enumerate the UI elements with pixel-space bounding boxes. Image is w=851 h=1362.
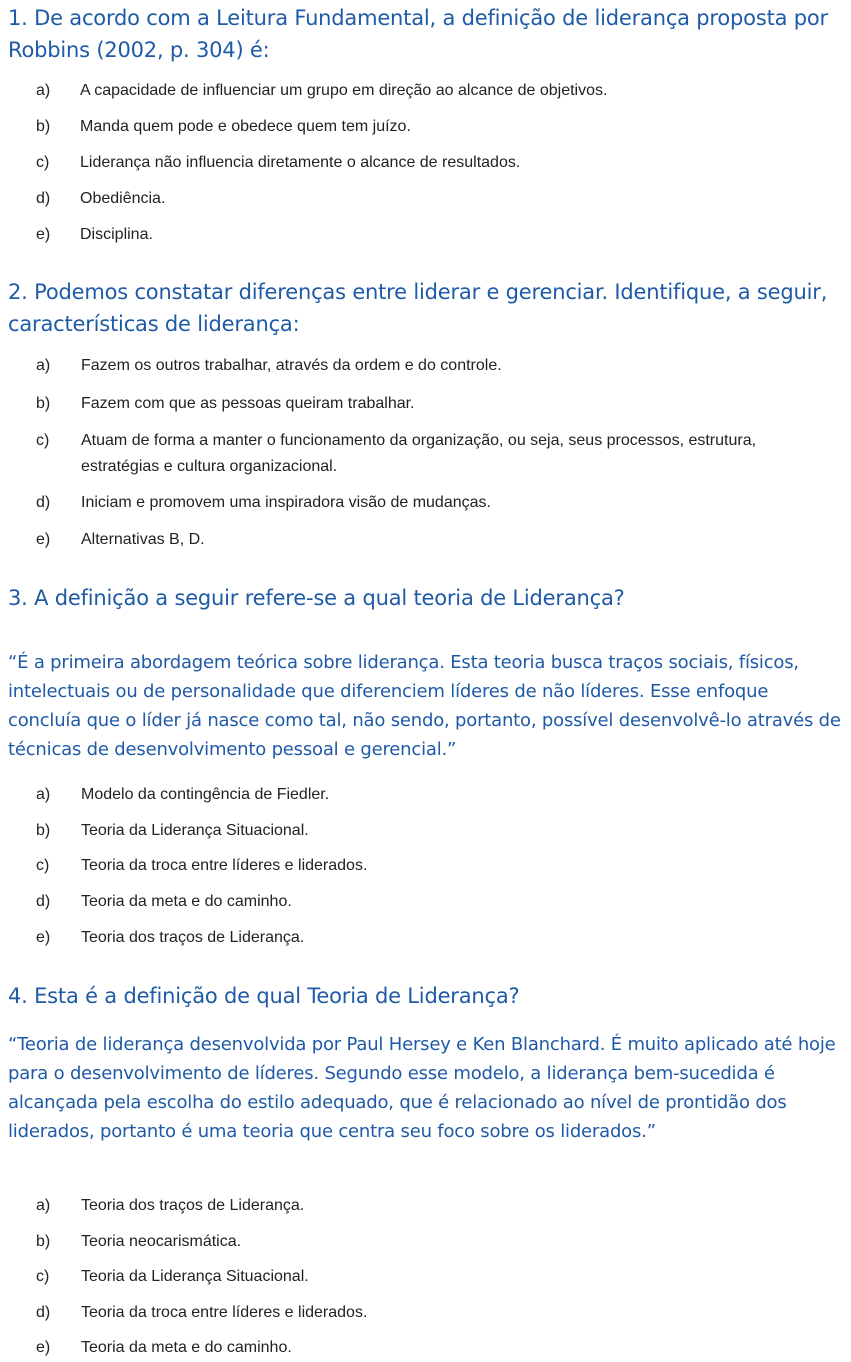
option-text: A capacidade de influenciar um grupo em direção ao alcance de objetivos. xyxy=(80,82,608,99)
option-letter: b) xyxy=(36,395,51,412)
option-letter: d) xyxy=(36,893,51,910)
option-letter: b) xyxy=(36,118,51,135)
option-letter: a) xyxy=(36,357,51,374)
option-text: Teoria da meta e do caminho. xyxy=(81,1339,292,1356)
option-text: Teoria dos traços de Liderança. xyxy=(81,1197,305,1214)
option-letter: a) xyxy=(36,1197,51,1214)
option-text: Fazem os outros trabalhar, através da ordem e do controle. xyxy=(81,357,502,374)
option-text: Teoria neocarismática. xyxy=(81,1233,242,1250)
option-text: Teoria da troca entre líderes e liderados. xyxy=(81,1304,368,1321)
option-letter: c) xyxy=(36,432,50,449)
option-letter: b) xyxy=(36,822,51,839)
question-2-title: 2. Podemos constatar diferenças entre liderar e gerenciar. Identifique, a seguir, características de liderança: xyxy=(8,280,828,336)
option-text: Liderança não influencia diretamente o alcance de resultados. xyxy=(80,154,521,171)
option-text: Atuam de forma a manter o funcionamento da organização, ou seja, seus processos, estrutura, estratégias e cultura organizacional. xyxy=(81,432,757,475)
option-letter: c) xyxy=(36,154,50,171)
option-letter: c) xyxy=(36,857,50,874)
option-text: Manda quem pode e obedece quem tem juízo. xyxy=(80,118,411,135)
option-text: Alternativas B, D. xyxy=(81,531,205,548)
question-1-title: 1. De acordo com a Leitura Fundamental, a definição de liderança proposta por Robbins (2002, p. 304) é: xyxy=(8,6,828,62)
option-letter: c) xyxy=(36,1268,50,1285)
question-4-quote: “Teoria de liderança desenvolvida por Paul Hersey e Ken Blanchard. É muito aplicado até hoje para o desenvolvimento de líderes. Segundo esse modelo, a liderança bem-sucedida é alcançada pela escolha do estilo adequado, que é relacionado ao nível de prontidão dos liderados, portanto é uma teoria que centra seu foco sobre os liderados.” xyxy=(8,1034,836,1142)
option-letter: d) xyxy=(36,494,51,511)
option-text: Teoria da troca entre líderes e liderados. xyxy=(81,857,368,874)
option-text: Modelo da contingência de Fiedler. xyxy=(81,786,330,803)
option-text: Teoria da Liderança Situacional. xyxy=(81,1268,309,1285)
option-letter: e) xyxy=(36,226,51,243)
option-letter: b) xyxy=(36,1233,51,1250)
option-letter: a) xyxy=(36,786,51,803)
option-text: Disciplina. xyxy=(80,226,153,243)
option-text: Teoria da meta e do caminho. xyxy=(81,893,292,910)
question-4-title: 4. Esta é a definição de qual Teoria de Liderança? xyxy=(8,984,520,1008)
option-text: Teoria da Liderança Situacional. xyxy=(81,822,309,839)
option-letter: e) xyxy=(36,1339,51,1356)
option-letter: e) xyxy=(36,929,51,946)
option-text: Fazem com que as pessoas queiram trabalhar. xyxy=(81,395,415,412)
option-text: Iniciam e promovem uma inspiradora visão de mudanças. xyxy=(81,494,491,511)
option-letter: e) xyxy=(36,531,51,548)
option-text: Teoria dos traços de Liderança. xyxy=(81,929,305,946)
option-letter: d) xyxy=(36,190,51,207)
question-3-title: 3. A definição a seguir refere-se a qual teoria de Liderança? xyxy=(8,586,625,610)
option-text: Obediência. xyxy=(80,190,166,207)
question-3-quote: “É a primeira abordagem teórica sobre liderança. Esta teoria busca traços sociais, físicos, intelectuais ou de personalidade que diferenciem líderes de não líderes. Esse enfoque concluía que o líder já nasce como tal, não sendo, portanto, possível desenvolvê-lo através de técnicas de desenvolvimento pessoal e gerencial.” xyxy=(8,652,841,760)
option-letter: a) xyxy=(36,82,51,99)
option-letter: d) xyxy=(36,1304,51,1321)
